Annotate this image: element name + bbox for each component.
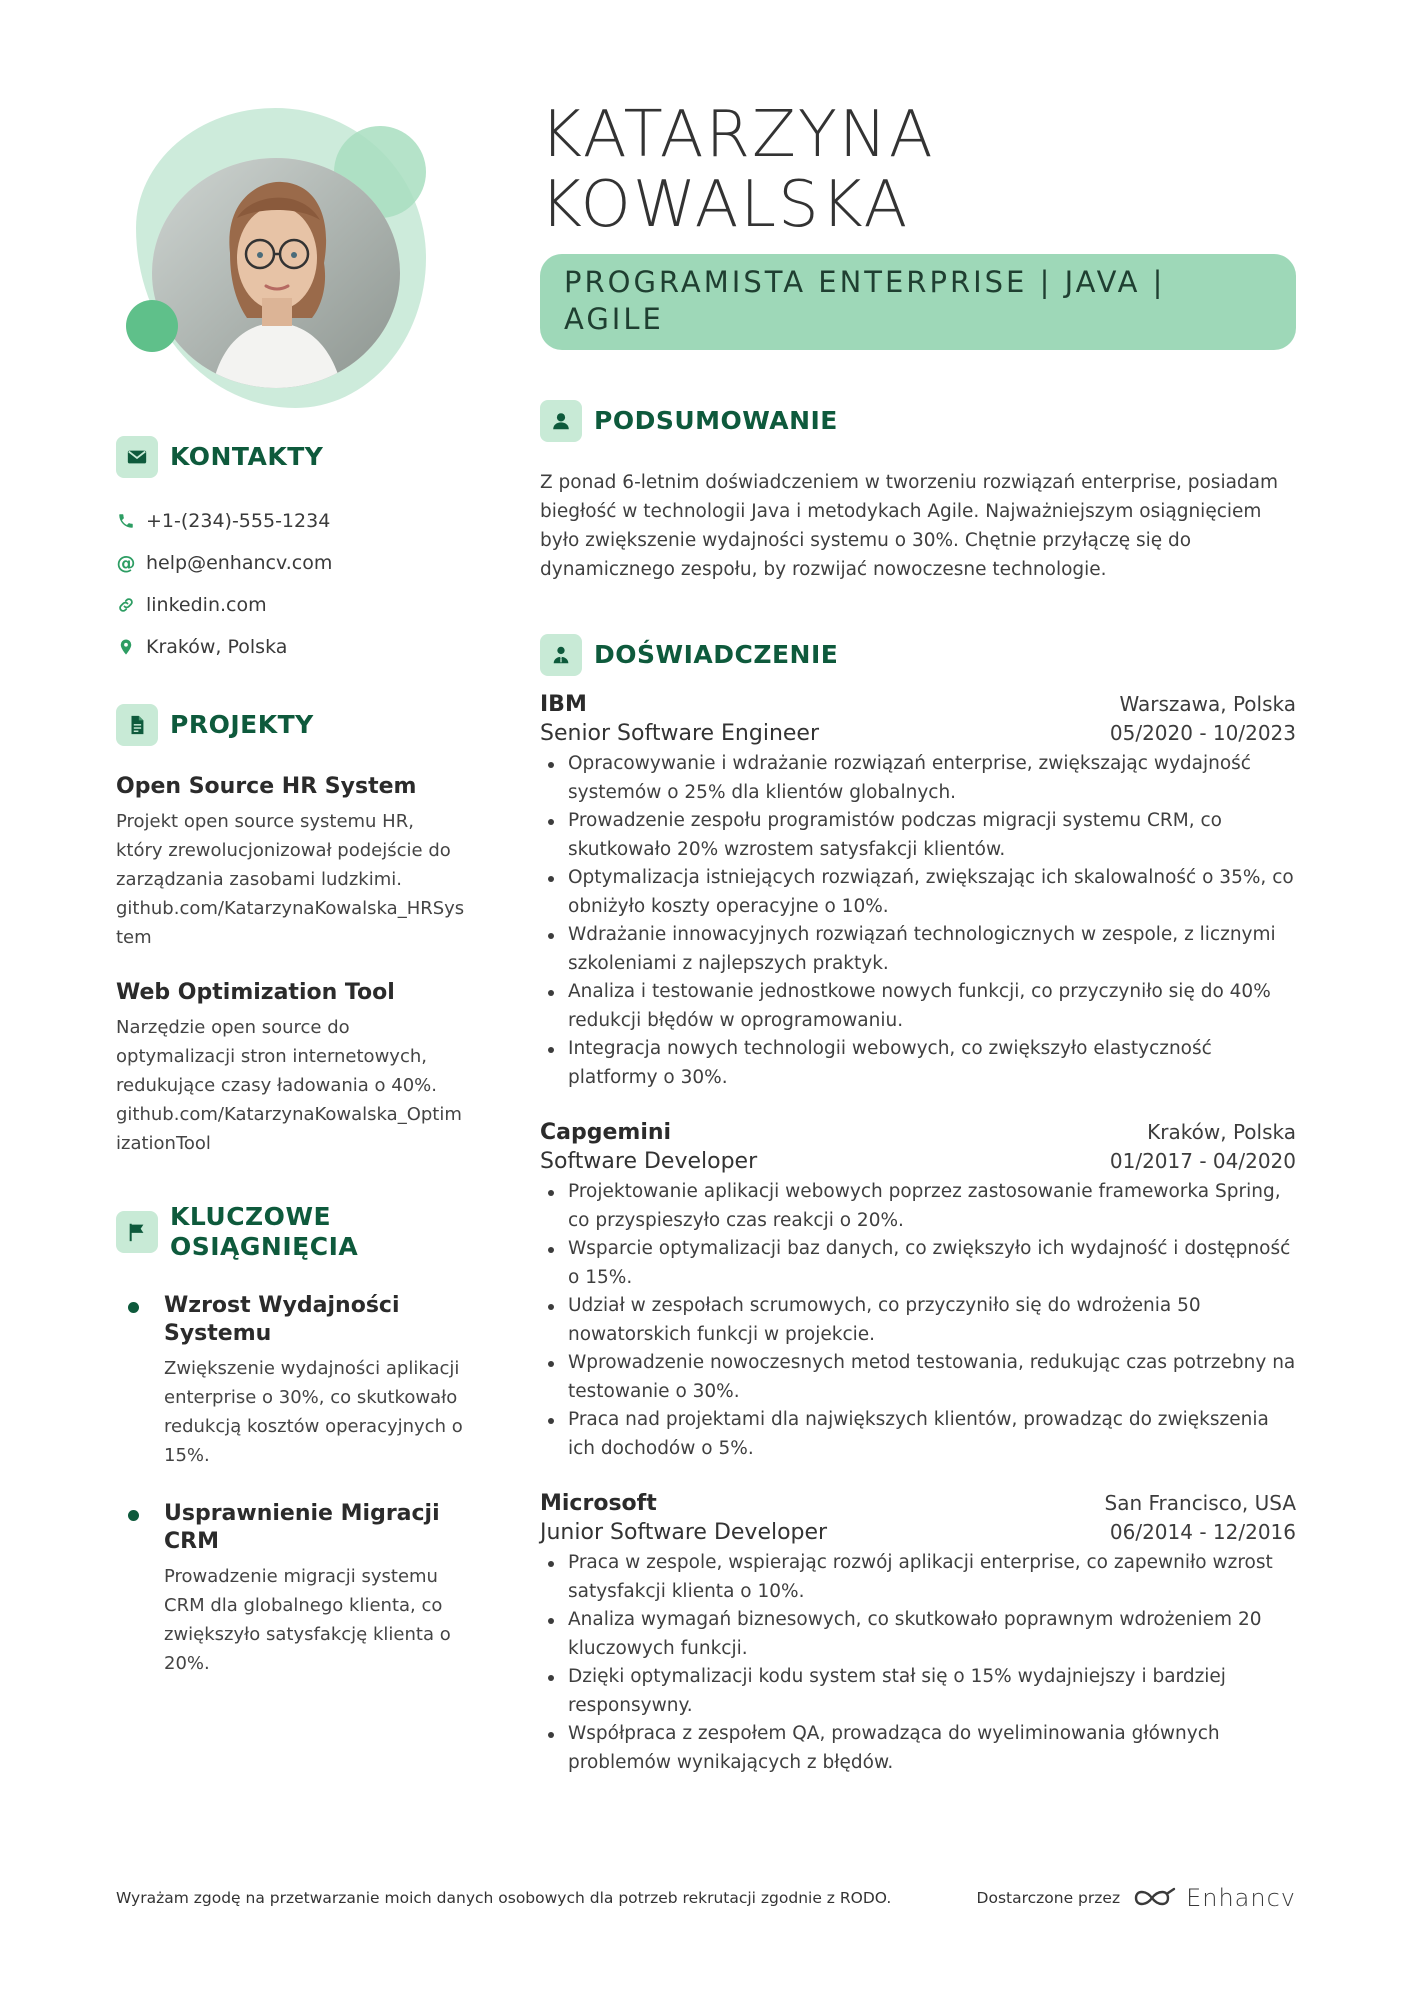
document-icon [116,704,158,746]
profile-photo [152,158,400,388]
summary-text: Z ponad 6-letnim doświadczeniem w tworzeniu rozwiązań enterprise, posiadam biegłość w technologii Java i metodykach Agile. Najważniejszym osiągnięciem było zwiększenie wydajności systemu o 30%. Chętnie przyłączę się do dynamicznego zespołu, by rozwijać nowoczesne technologie. [540,472,1279,580]
job-subheader [540,721,1296,746]
job-bullet: Analiza i testowanie jednostkowe nowych funkcji, co przyczyniło się do 40% redukcji błędów w oprogramowaniu. [540,978,1296,1035]
bullet-dot [128,1510,139,1521]
project-title: Open Source HR System [116,774,417,799]
at-icon: @ [116,552,136,574]
job-role: Junior Software Developer [540,1520,828,1545]
job-location: Kraków, Polska [1147,1120,1296,1144]
job-bullets [540,1549,1296,1777]
consent-text: Wyrażam zgodę na przetwarzanie moich danych osobowych dla potrzeb rekrutacji zgodnie z RODO. [116,1889,892,1907]
job-bullet: Praca w zespole, wspierając rozwój aplikacji enterprise, co zapewniło wzrost satysfakcji klienta o 10%. [540,1549,1296,1606]
job-location: Warszawa, Polska [1119,692,1296,716]
job-header [540,1120,1296,1145]
contact-location [116,626,466,668]
phone-icon [116,511,136,531]
achievement-description: Zwiększenie wydajności aplikacji enterprise o 30%, co skutkowało redukcją kosztów operacyjnych o 15%. [164,1358,463,1466]
location-pin-icon [116,637,136,657]
summary-section [540,400,1296,584]
summary-header [540,400,1296,442]
envelope-icon [116,436,158,478]
job-bullets [540,750,1296,1092]
bullet-dot [128,1302,139,1313]
job-header [540,692,1296,717]
experience-header [540,634,1296,676]
person-icon [540,400,582,442]
powered-by[interactable] [977,1884,1296,1912]
job-bullet: Wdrażanie innowacyjnych rozwiązań technologicznych w zespole, z licznymi szkoleniami z najlepszych praktyk. [540,921,1296,978]
job-bullet: Analiza wymagań biznesowych, co skutkowało poprawnym wdrożeniem 20 kluczowych funkcji. [540,1606,1296,1663]
job-bullet: Wprowadzenie nowoczesnych metod testowania, redukując czas potrzebny na testowanie o 30%. [540,1349,1296,1406]
job-bullet: Udział w zespołach scrumowych, co przyczyniło się do wdrożenia 50 nowatorskich funkcji w projekcie. [540,1292,1296,1349]
achievements-title: KLUCZOWE OSIĄGNIĘCIA [170,1202,359,1261]
achievement-item [116,1292,466,1470]
job-bullet: Współpraca z zespołem QA, prowadząca do wyeliminowania głównych problemów wynikających z błędów. [540,1720,1296,1777]
last-name: KOWALSKA [540,168,910,242]
projects-section [116,704,466,1158]
job-title-banner: PROGRAMISTA ENTERPRISE | JAVA | AGILE [540,254,1296,350]
contact-email[interactable] [116,542,466,584]
enhancv-logo-icon [1132,1885,1178,1911]
job-subheader [540,1520,1296,1545]
job-dates: 01/2017 - 04/2020 [1109,1149,1296,1173]
experience-title: DOŚWIADCZENIE [594,640,839,669]
achievements-section [116,1202,466,1678]
decorative-dot [126,300,178,352]
contact-phone[interactable] [116,500,466,542]
achievement-item [116,1500,466,1678]
achievements-header [116,1202,466,1262]
flag-icon [116,1211,158,1253]
summary-title: PODSUMOWANIE [594,406,838,435]
job-entry [540,1491,1296,1777]
job-bullet: Prowadzenie zespołu programistów podczas migracji systemu CRM, co skutkowało 20% wzrostem satysfakcji klientów. [540,807,1296,864]
job-subheader [540,1149,1296,1174]
job-location: San Francisco, USA [1104,1491,1296,1515]
brand-logo [1132,1884,1296,1912]
contact-email-text: help@enhancv.com [146,552,333,574]
project-link[interactable]: github.com/KatarzynaKowalska_HRSystem [116,898,465,948]
left-column [116,100,466,1678]
projects-header [116,704,466,746]
brand-name: Enhancv [1186,1884,1296,1912]
contacts-section [116,436,466,668]
job-header [540,1491,1296,1516]
contact-linkedin-text: linkedin.com [146,594,267,616]
right-column [540,100,1296,1777]
contact-list [116,500,466,668]
job-company: Capgemini [540,1120,672,1145]
project-description: Projekt open source systemu HR, który zrewolucjonizował podejście do zarządzania zasobami ludzkimi. [116,811,451,890]
job-bullet: Opracowywanie i wdrażanie rozwiązań enterprise, zwiększając wydajność systemów o 25% dla klientów globalnych. [540,750,1296,807]
projects-title: PROJEKTY [170,710,314,739]
job-dates: 06/2014 - 12/2016 [1109,1520,1296,1544]
job-company: Microsoft [540,1491,657,1516]
job-bullet: Projektowanie aplikacji webowych poprzez zastosowanie frameworka Spring, co przyspieszyło czas reakcji o 20%. [540,1178,1296,1235]
full-name [540,100,1296,240]
job-bullet: Integracja nowych technologii webowych, co zwiększyło elastyczność platformy o 30%. [540,1035,1296,1092]
job-entry [540,1120,1296,1463]
profile-photo-area [116,100,436,410]
contacts-header [116,436,466,478]
job-bullet: Dzięki optymalizacji kodu system stał się o 15% wydajniejszy i bardziej responsywny. [540,1663,1296,1720]
contact-location-text: Kraków, Polska [146,636,288,658]
job-company: IBM [540,692,587,717]
contacts-title: KONTAKTY [170,442,324,471]
job-bullet: Wsparcie optymalizacji baz danych, co zwiększyło ich wydajność i dostępność o 15%. [540,1235,1296,1292]
link-icon [116,595,136,615]
job-role: Senior Software Engineer [540,721,820,746]
footer [116,1884,1296,1912]
contact-linkedin[interactable] [116,584,466,626]
job-bullet: Praca nad projektami dla największych klientów, prowadząc do zwiększenia ich dochodów o 5%. [540,1406,1296,1463]
experience-section [540,634,1296,1777]
job-role: Software Developer [540,1149,758,1174]
project-link[interactable]: github.com/KatarzynaKowalska_OptimizationTool [116,1104,462,1154]
briefcase-person-icon [540,634,582,676]
project-item [116,980,466,1158]
job-entry [540,692,1296,1092]
portrait-image [152,158,400,388]
job-bullet: Optymalizacja istniejących rozwiązań, zwiększając ich skalowalność o 35%, co obniżyło koszty operacyjne o 10%. [540,864,1296,921]
project-title: Web Optimization Tool [116,980,395,1005]
first-name: KATARZYNA [540,98,935,172]
project-item [116,774,466,952]
achievement-description: Prowadzenie migracji systemu CRM dla globalnego klienta, co zwiększyło satysfakcję klienta o 20%. [164,1566,451,1674]
powered-by-label: Dostarczone przez [976,1889,1121,1907]
job-bullets [540,1178,1296,1463]
achievement-title: Wzrost Wydajności Systemu [164,1293,400,1346]
achievement-title: Usprawnienie Migracji CRM [164,1501,440,1554]
project-description: Narzędzie open source do optymalizacji stron internetowych, redukujące czasy ładowania o 40%. [116,1017,438,1096]
job-dates: 05/2020 - 10/2023 [1109,721,1296,745]
contact-phone-text: +1-(234)-555-1234 [146,510,331,532]
